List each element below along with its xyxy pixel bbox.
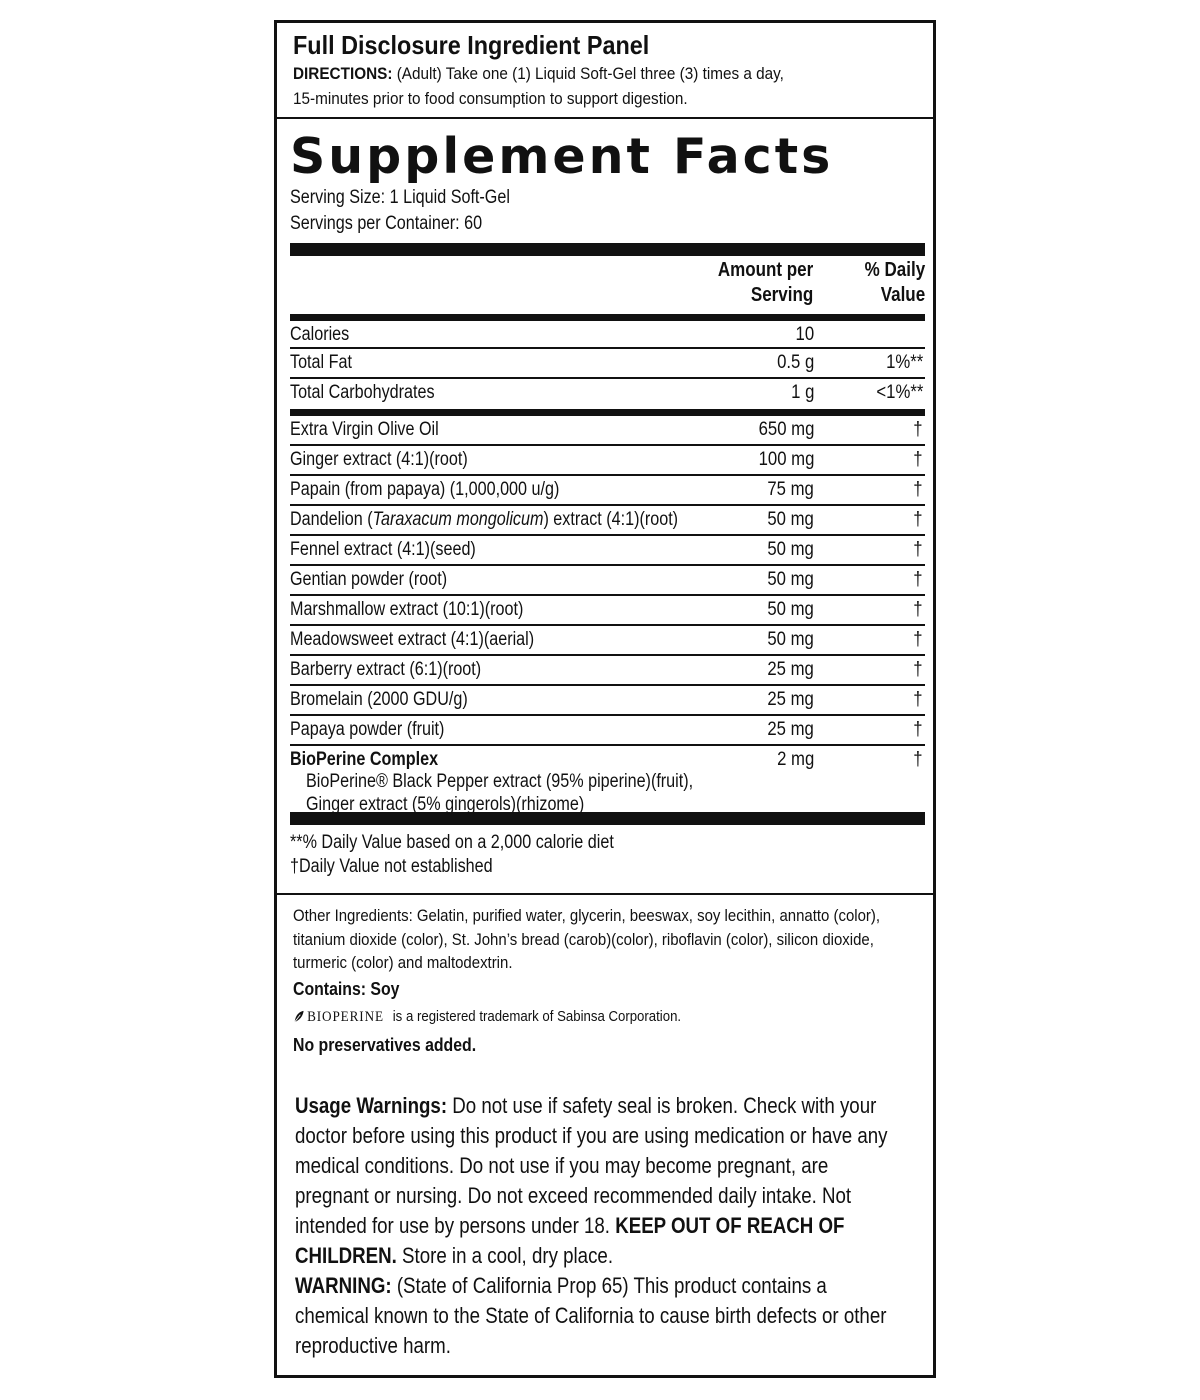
- nutrient-name: Calories: [290, 324, 350, 345]
- allergen-contains: Contains: Soy: [293, 978, 400, 999]
- ingredient-amount: 75 mg: [767, 479, 814, 500]
- ingredient-row: [290, 686, 925, 716]
- ingredient-amount: 25 mg: [767, 659, 814, 680]
- column-headers: [290, 256, 925, 314]
- other-ingredients: Other Ingredients: Gelatin, purified water, glycerin, beeswax, soy lecithin, annatto (color), titanium dioxide (color), St. John’s bread (carob)(color), riboflavin (color), silicon dioxide, turmeric (color) and maltodextrin.: [293, 906, 881, 972]
- complex-dv: †: [913, 749, 923, 770]
- ingredient-dv: †: [913, 479, 923, 500]
- ingredient-name: Papain (from papaya) (1,000,000 u/g): [290, 479, 560, 500]
- storage-text: Store in a cool, dry place.: [402, 1243, 614, 1268]
- ingredient-row: [290, 506, 925, 536]
- trademark-notice: [293, 1003, 909, 1031]
- ingredient-row: [290, 476, 925, 506]
- ingredient-dv: †: [913, 629, 923, 650]
- daily-value-header: [865, 258, 925, 308]
- amount-per-serving-header: [718, 258, 813, 308]
- complex-component-2: Ginger extract (5% gingerols)(rhizome): [306, 794, 585, 815]
- complex-name: BioPerine Complex: [290, 749, 439, 770]
- ingredient-amount: 25 mg: [767, 719, 814, 740]
- ingredient-row: [290, 446, 925, 476]
- nutrient-dv: 1%**: [885, 352, 923, 373]
- medium-divider: [290, 314, 925, 321]
- usage-warnings-text: Do not use if safety seal is broken. Check with your doctor before using this product if you are using medication or have any medical conditions. Do not use if you may become pregnant, are pregnant or nursing. Do not exceed recommended daily intake. Not intended for use by persons under 18.: [295, 1093, 888, 1238]
- ingredient-row-bioperine-complex: [290, 746, 925, 815]
- nutrient-name: Total Carbohydrates: [290, 382, 435, 403]
- ingredient-latin-name: Taraxacum mongolicum: [372, 509, 544, 530]
- nutrient-name: Total Fat: [290, 352, 352, 373]
- dv-header-line-1: % Daily: [864, 259, 925, 281]
- nutrient-row-total-fat: [290, 349, 925, 379]
- ingredient-name: Bromelain (2000 GDU/g): [290, 689, 468, 710]
- bioperine-logo: [293, 1003, 384, 1031]
- ingredient-dv: †: [913, 419, 923, 440]
- ingredient-amount: 50 mg: [767, 569, 814, 590]
- other-ingredients-section: [293, 904, 993, 1059]
- ingredient-row: [290, 416, 925, 446]
- panel-title: Full Disclosure Ingredient Panel: [293, 30, 650, 60]
- nutrient-amount: 1 g: [790, 382, 814, 403]
- ingredient-panel: [274, 20, 936, 1378]
- ingredient-amount: 100 mg: [758, 449, 814, 470]
- ingredient-row: [290, 716, 925, 746]
- nutrient-dv: <1%**: [876, 382, 923, 403]
- ingredient-amount: 50 mg: [767, 599, 814, 620]
- ingredient-name-post: ) extract (4:1)(root): [543, 509, 679, 530]
- footnote-daily-value: **% Daily Value based on a 2,000 calorie diet: [290, 832, 614, 853]
- amount-header-line-1: Amount per: [717, 259, 813, 281]
- ingredient-row: [290, 626, 925, 656]
- ingredient-name: Ginger extract (4:1)(root): [290, 449, 468, 470]
- footnotes: [290, 825, 925, 879]
- ingredient-row: [290, 566, 925, 596]
- ingredient-name: [290, 508, 678, 532]
- prop65-warning: [295, 1271, 890, 1361]
- section-divider: [277, 893, 933, 895]
- bioperine-logo-text: BIOPERINE: [307, 1008, 384, 1025]
- footnote-not-established: †Daily Value not established: [290, 856, 493, 877]
- usage-warnings: [295, 1091, 890, 1271]
- ingredient-dv: †: [913, 539, 923, 560]
- ingredient-row: [290, 656, 925, 686]
- supplement-facts: [290, 129, 925, 879]
- directions-line-2: 15-minutes prior to food consumption to support digestion.: [293, 89, 688, 108]
- serving-size: Serving Size: 1 Liquid Soft-Gel: [290, 187, 510, 208]
- directions-line-1: [293, 61, 869, 86]
- ingredient-name: Papaya powder (fruit): [290, 719, 445, 740]
- ingredient-dv: †: [913, 509, 923, 530]
- amount-header-line-2: Serving: [750, 284, 813, 306]
- ingredient-amount: 650 mg: [758, 419, 814, 440]
- ingredient-row: [290, 596, 925, 626]
- ingredient-amount: 25 mg: [767, 689, 814, 710]
- warning-label: WARNING:: [295, 1273, 392, 1298]
- trademark-text: is a registered trademark of Sabinsa Corporation.: [392, 1007, 682, 1025]
- dv-header-line-2: Value: [880, 284, 925, 306]
- medium-divider: [290, 409, 925, 416]
- thick-divider: [290, 243, 925, 256]
- leaf-icon: [293, 1010, 304, 1023]
- complex-components: [306, 770, 693, 816]
- ingredient-dv: †: [913, 599, 923, 620]
- usage-warnings-section: [295, 1091, 995, 1361]
- directions-label: DIRECTIONS:: [293, 64, 393, 83]
- ingredient-dv: †: [913, 719, 923, 740]
- directions-section: [277, 23, 933, 119]
- servings-per-container: Servings per Container: 60: [290, 213, 483, 234]
- ingredient-name: Fennel extract (4:1)(seed): [290, 539, 476, 560]
- ingredient-name: Barberry extract (6:1)(root): [290, 659, 482, 680]
- ingredient-name: Extra Virgin Olive Oil: [290, 419, 439, 440]
- nutrient-amount: 10: [795, 324, 814, 345]
- warning-text: (State of California Prop 65) This product contains a chemical known to the State of California to cause birth defects or other reproductive harm.: [295, 1273, 887, 1358]
- ingredient-amount: 50 mg: [767, 629, 814, 650]
- ingredient-name: Gentian powder (root): [290, 569, 448, 590]
- ingredient-dv: †: [913, 659, 923, 680]
- usage-warnings-label: Usage Warnings:: [295, 1093, 448, 1118]
- ingredient-dv: †: [913, 569, 923, 590]
- ingredient-amount: 50 mg: [767, 509, 814, 530]
- ingredient-name: Marshmallow extract (10:1)(root): [290, 599, 524, 620]
- nutrient-row-calories: [290, 321, 925, 349]
- supplement-facts-title: Supplement Facts: [290, 128, 834, 185]
- keep-out-of-reach: KEEP OUT OF REACH OF CHILDREN.: [295, 1213, 845, 1268]
- ingredient-dv: †: [913, 689, 923, 710]
- complex-component-1: BioPerine® Black Pepper extract (95% piperine)(fruit),: [306, 771, 694, 792]
- directions-text-1: (Adult) Take one (1) Liquid Soft-Gel three (3) times a day,: [396, 64, 784, 83]
- ingredient-amount: 50 mg: [767, 539, 814, 560]
- ingredient-dv: †: [913, 449, 923, 470]
- ingredient-name-pre: Dandelion (: [290, 509, 373, 530]
- nutrient-row-carbohydrates: [290, 379, 925, 409]
- nutrient-amount: 0.5 g: [776, 352, 814, 373]
- complex-amount: 2 mg: [776, 749, 814, 770]
- ingredient-name: Meadowsweet extract (4:1)(aerial): [290, 629, 535, 650]
- no-preservatives: No preservatives added.: [293, 1034, 477, 1055]
- ingredient-row: [290, 536, 925, 566]
